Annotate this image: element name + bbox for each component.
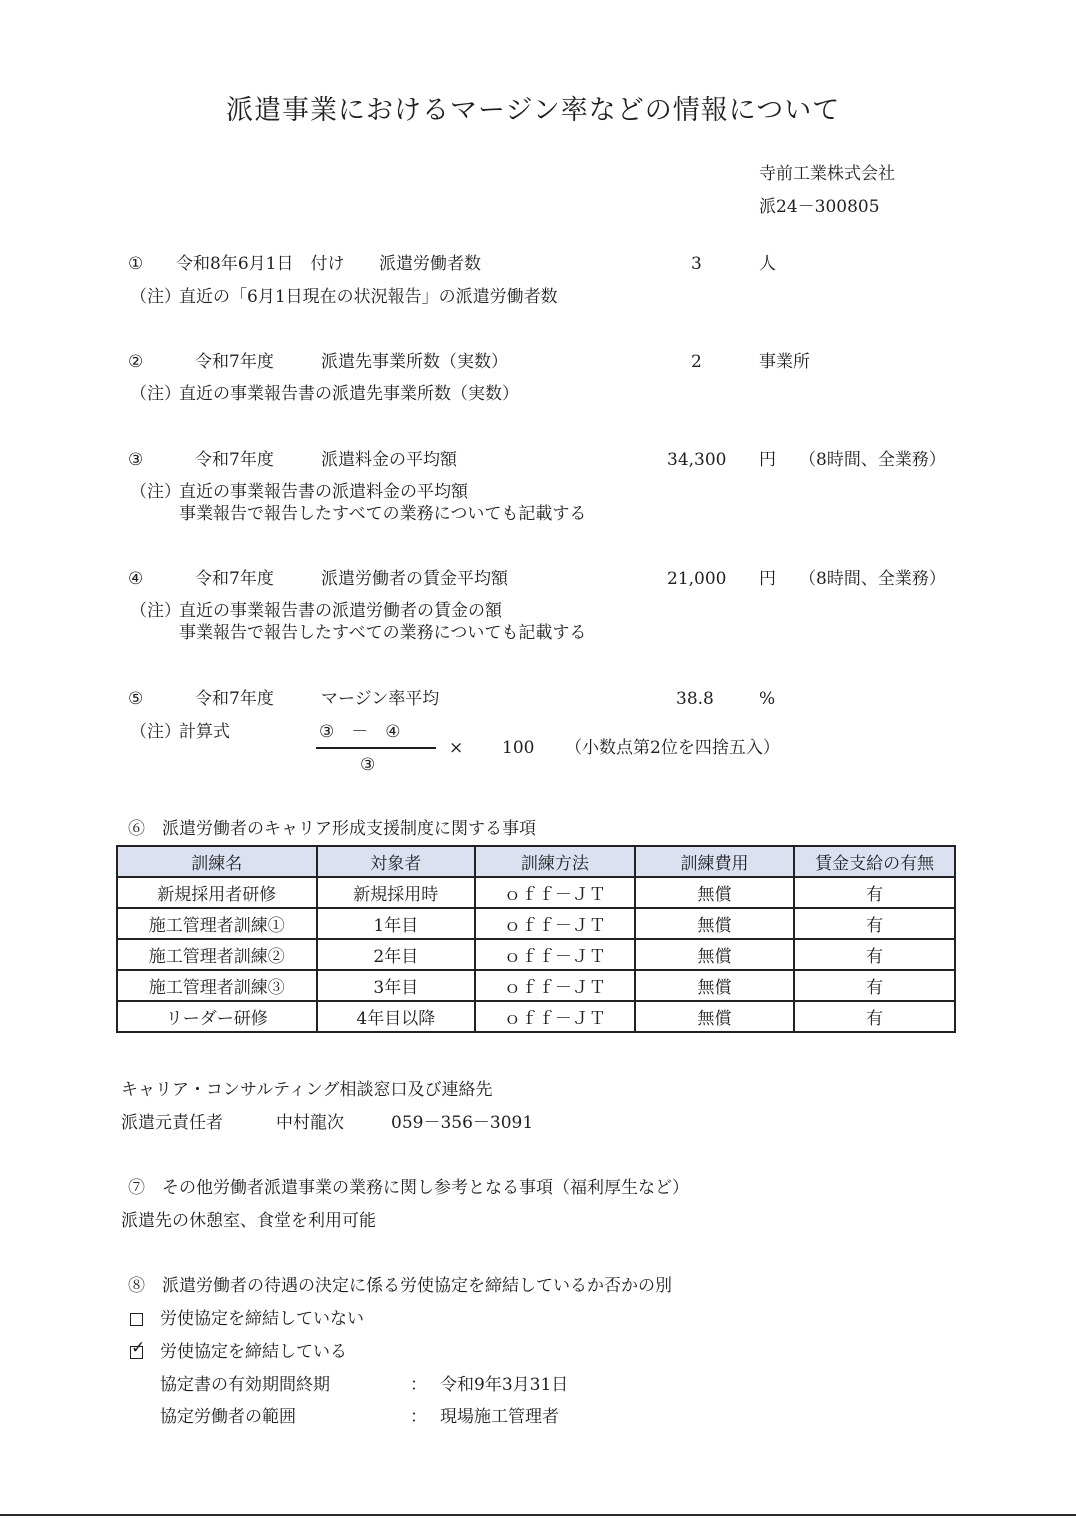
- agreement-heading: ⑧ 派遣労働者の待遇の決定に係る労使協定を締結しているか否かの別: [128, 1276, 672, 1296]
- term-colon: ：: [410, 1375, 427, 1395]
- cell-method: ｏｆｆ－ＪＴ: [475, 939, 635, 970]
- company-name: 寺前工業株式会社: [759, 164, 895, 184]
- consult-role: 派遣元責任者: [121, 1113, 223, 1133]
- consult-name: 中村龍次: [276, 1113, 344, 1133]
- cell-target: 2年目: [317, 939, 476, 970]
- item3-note-prefix: （注）: [130, 482, 181, 502]
- item1-value: 3: [691, 254, 702, 274]
- cell-wage-paid: 有: [794, 877, 955, 908]
- formula-multiplier: 100: [502, 738, 535, 758]
- item2-label: 派遣先事業所数（実数）: [321, 352, 508, 372]
- item4-note-prefix: （注）: [130, 601, 181, 621]
- item3-extra: （8時間、全業務）: [799, 450, 946, 470]
- item4-period: 令和7年度: [195, 569, 274, 589]
- item5-period: 令和7年度: [195, 689, 274, 709]
- cell-training-name: 施工管理者訓練③: [117, 970, 317, 1001]
- item4-extra: （8時間、全業務）: [799, 569, 946, 589]
- cell-target: 4年目以降: [317, 1001, 476, 1032]
- item3-unit: 円: [759, 450, 776, 470]
- cell-target: 3年目: [317, 970, 476, 1001]
- item3-note1: 直近の事業報告書の派遣料金の平均額: [179, 482, 468, 502]
- item5-value: 38.8: [676, 689, 714, 709]
- table-row: [117, 877, 955, 908]
- cell-cost: 無償: [635, 939, 795, 970]
- checkmark-icon: ✓: [131, 1338, 146, 1358]
- scope-value: 現場施工管理者: [440, 1407, 559, 1427]
- license-number: 派24－300805: [759, 197, 880, 217]
- item3-number: ③: [128, 450, 144, 470]
- page-title: 派遣事業におけるマージン率などの情報について: [226, 95, 841, 126]
- cell-wage-paid: 有: [794, 908, 955, 939]
- cell-method: ｏｆｆ－ＪＴ: [475, 908, 635, 939]
- item1-note-prefix: （注）: [130, 287, 181, 307]
- item4-label: 派遣労働者の賃金平均額: [321, 569, 508, 589]
- consult-heading: キャリア・コンサルティング相談窓口及び連絡先: [121, 1080, 493, 1100]
- formula-rounding: （小数点第2位を四捨五入）: [565, 738, 780, 758]
- cell-cost: 無償: [635, 877, 795, 908]
- item2-period: 令和7年度: [195, 352, 274, 372]
- item2-value: 2: [691, 352, 702, 372]
- item2-note-prefix: （注）: [130, 384, 181, 404]
- item3-period: 令和7年度: [195, 450, 274, 470]
- formula-denominator: ③: [360, 755, 376, 775]
- cell-cost: 無償: [635, 970, 795, 1001]
- term-value: 令和9年3月31日: [440, 1375, 569, 1395]
- item2-note: 直近の事業報告書の派遣先事業所数（実数）: [179, 384, 519, 404]
- cell-wage-paid: 有: [794, 1001, 955, 1032]
- item3-value: 34,300: [667, 450, 727, 470]
- item4-value: 21,000: [667, 569, 727, 589]
- item5-number: ⑤: [128, 689, 144, 709]
- checkbox-not-concluded[interactable]: [130, 1313, 143, 1326]
- item4-note1: 直近の事業報告書の派遣労働者の賃金の額: [179, 601, 502, 621]
- cell-cost: 無償: [635, 908, 795, 939]
- career-heading: ⑥ 派遣労働者のキャリア形成支援制度に関する事項: [128, 819, 536, 839]
- item1-period: 令和8年6月1日 付け: [176, 254, 345, 274]
- item1-label: 派遣労働者数: [379, 254, 481, 274]
- table-row: [117, 908, 955, 939]
- formula-numerator: ③ － ④: [319, 722, 401, 742]
- consult-phone: 059－356－3091: [391, 1113, 534, 1133]
- cell-target: 1年目: [317, 908, 476, 939]
- item1-note: 直近の「6月1日現在の状況報告」の派遣労働者数: [179, 287, 558, 307]
- item2-unit: 事業所: [759, 352, 810, 372]
- header-cost: 訓練費用: [635, 846, 795, 877]
- header-method: 訓練方法: [475, 846, 635, 877]
- scope-colon: ：: [410, 1407, 427, 1427]
- term-label: 協定書の有効期間終期: [160, 1375, 330, 1395]
- item2-number: ②: [128, 352, 144, 372]
- item5-note-prefix: （注）: [130, 722, 181, 742]
- option-concluded: 労使協定を締結している: [160, 1342, 347, 1362]
- item1-unit: 人: [759, 254, 776, 274]
- header-target: 対象者: [317, 846, 476, 877]
- cell-wage-paid: 有: [794, 939, 955, 970]
- item4-note2: 事業報告で報告したすべての業務についても記載する: [179, 623, 587, 643]
- cell-method: ｏｆｆ－ＪＴ: [475, 970, 635, 1001]
- cell-training-name: 施工管理者訓練②: [117, 939, 317, 970]
- cell-cost: 無償: [635, 1001, 795, 1032]
- fraction-line: [316, 747, 436, 749]
- cell-training-name: 新規採用者研修: [117, 877, 317, 908]
- other-heading: ⑦ その他労働者派遣事業の業務に関し参考となる事項（福利厚生など）: [128, 1178, 689, 1198]
- item4-number: ④: [128, 569, 144, 589]
- cell-target: 新規採用時: [317, 877, 476, 908]
- cell-training-name: 施工管理者訓練①: [117, 908, 317, 939]
- cell-training-name: リーダー研修: [117, 1001, 317, 1032]
- item5-label: マージン率平均: [321, 689, 440, 709]
- item3-note2: 事業報告で報告したすべての業務についても記載する: [179, 504, 587, 524]
- scope-label: 協定労働者の範囲: [160, 1407, 296, 1427]
- item5-unit: %: [759, 689, 776, 709]
- table-row: [117, 970, 955, 1001]
- table-row: [117, 1001, 955, 1032]
- career-table: [116, 845, 956, 1033]
- item1-number: ①: [128, 254, 144, 274]
- item3-label: 派遣料金の平均額: [321, 450, 457, 470]
- header-wage-paid: 賃金支給の有無: [794, 846, 955, 877]
- option-not-concluded: 労使協定を締結していない: [160, 1309, 364, 1329]
- career-header-row: [117, 846, 955, 877]
- formula-times: ×: [449, 738, 464, 758]
- table-row: [117, 939, 955, 970]
- cell-wage-paid: 有: [794, 970, 955, 1001]
- item4-unit: 円: [759, 569, 776, 589]
- cell-method: ｏｆｆ－ＪＴ: [475, 877, 635, 908]
- formula-label: 計算式: [179, 722, 230, 742]
- other-text: 派遣先の休憩室、食堂を利用可能: [121, 1211, 376, 1231]
- page-bottom-border: [0, 1514, 1076, 1516]
- header-training-name: 訓練名: [117, 846, 317, 877]
- cell-method: ｏｆｆ－ＪＴ: [475, 1001, 635, 1032]
